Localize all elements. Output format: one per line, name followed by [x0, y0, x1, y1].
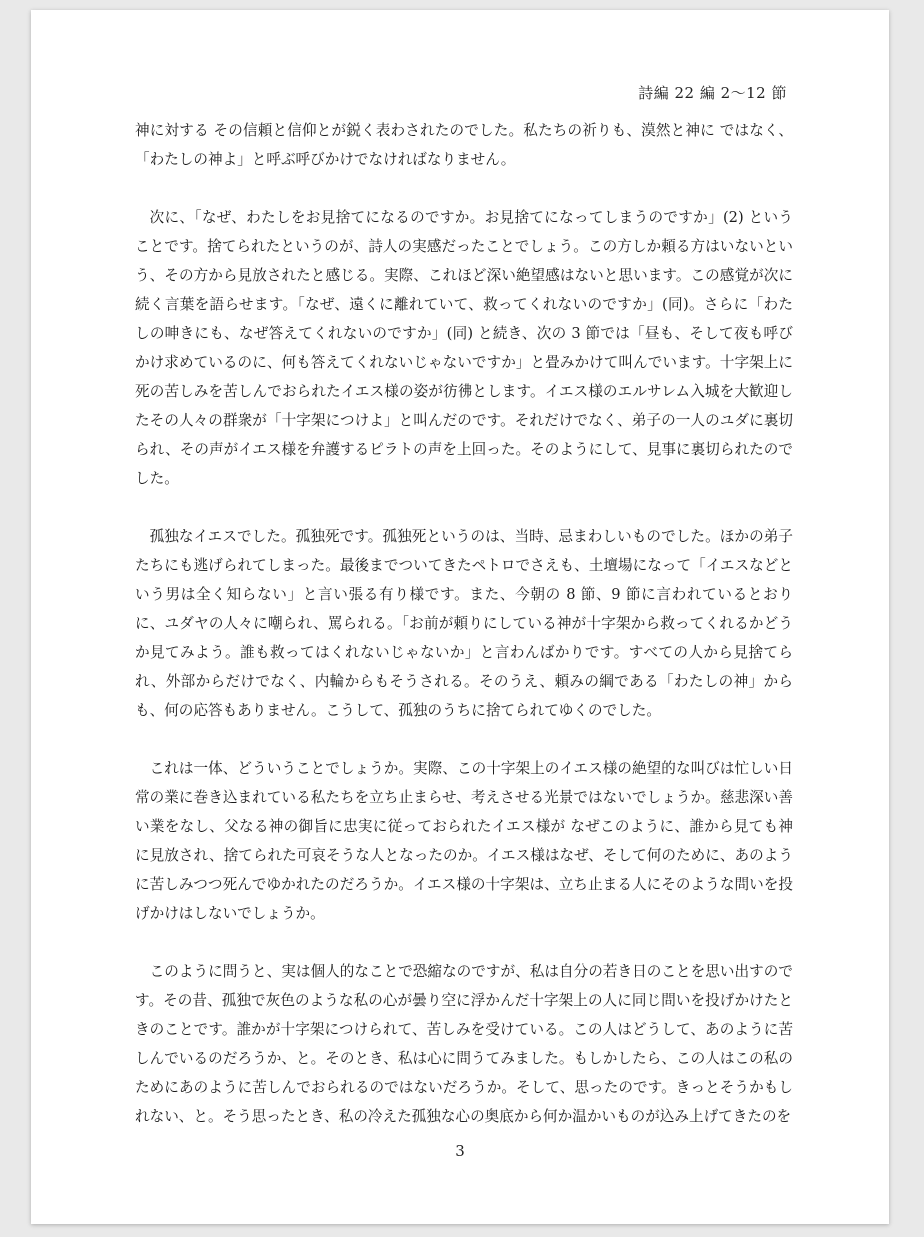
- paragraph-4: これは一体、どういうことでしょうか。実際、この十字架上のイエス様の絶望的な叫びは忙しい日常の業に巻き込まれている私たちを立ち止まらせ、考えさせる光景ではないでしょうか。慈悲深い善い業をなし、父なる神の御旨に忠実に従っておられたイエス様が なぜこのように、誰から見ても神に見放され、捨てられた可哀そうな人となったのか。イエス様はなぜ、そして何のために、あのように苦しみつつ死んでゆかれたのだろうか。イエス様の十字架は、立ち止まる人にそのような問いを投げかけはしないでしょうか。: [135, 760, 793, 922]
- body-text: [135, 116, 793, 1131]
- document-page: [31, 10, 889, 1224]
- paragraph-5: このように問うと、実は個人的なことで恐縮なのですが、私は自分の若き日のことを思い出すのです。その昔、孤独で灰色のような私の心が曇り空に浮かんだ十字架上の人に同じ問いを投げかけたときのことです。誰かが十字架につけられて、苦しみを受けている。この人はどうして、あのように苦しんでいるのだろうか、と。そのとき、私は心に問うてみました。もしかしたら、この人はこの私のためにあのように苦しんでおられるのではないだろうか。そして、思ったのです。きっとそうかもしれない、と。そう思ったとき、私の冷えた孤独な心の奥底から何か温かいものが込み上げてきたのを: [135, 963, 793, 1125]
- running-header: 詩編 22 編 2〜12 節: [638, 84, 787, 102]
- paragraph-1: 神に対する その信頼と信仰とが鋭く表わされたのでした。私たちの祈りも、漠然と神に ではなく、「わたしの神よ」と呼ぶ呼びかけでなければなりません。: [135, 122, 793, 168]
- paragraph-3: 孤独なイエスでした。孤独死です。孤独死というのは、当時、忌まわしいものでした。ほかの弟子たちにも逃げられてしまった。最後までついてきたペトロでさえも、土壇場になって「イエスなどという男は全く知らない」と言い張る有り様です。また、今朝の 8 節、9 節に言われているとおりに、ユダヤの人々に嘲られ、罵られる。「お前が頼りにしている神が十字架から救ってくれるかどうか見てみよう。誰も救ってはくれないじゃないか」と言わんばかりです。すべての人から見捨てられ、外部からだけでなく、内輪からもそうされる。そのうえ、頼みの綱である「わたしの神」からも、何の応答もありません。こうして、孤独のうちに捨てられてゆくのでした。: [135, 528, 793, 719]
- paragraph-2: 次に、「なぜ、わたしをお見捨てになるのですか。お見捨てになってしまうのですか」(2) ということです。捨てられたというのが、詩人の実感だったことでしょう。この方しか頼る方はいないという、その方から見放されたと感じる。実際、これほど深い絶望感はないと思います。この感覚が次に続く言葉を語らせます。「なぜ、遠くに離れていて、救ってくれないのですか」(同)。さらに「わたしの呻きにも、なぜ答えてくれないのですか」(同) と続き、次の 3 節では「昼も、そして夜も呼びかけ求めているのに、何も答えてくれないじゃないですか」と畳みかけて叫んでいます。十字架上に死の苦しみを苦しんでおられたイエス様の姿が彷彿とします。イエス様のエルサレム入城を大歓迎したその人々の群衆が「十字架につけよ」と叫んだのです。それだけでなく、弟子の一人のユダに裏切られ、その声がイエス様を弁護するピラトの声を上回った。そのようにして、見事に裏切られたのでした。: [135, 209, 793, 487]
- page-number: 3: [455, 1142, 465, 1160]
